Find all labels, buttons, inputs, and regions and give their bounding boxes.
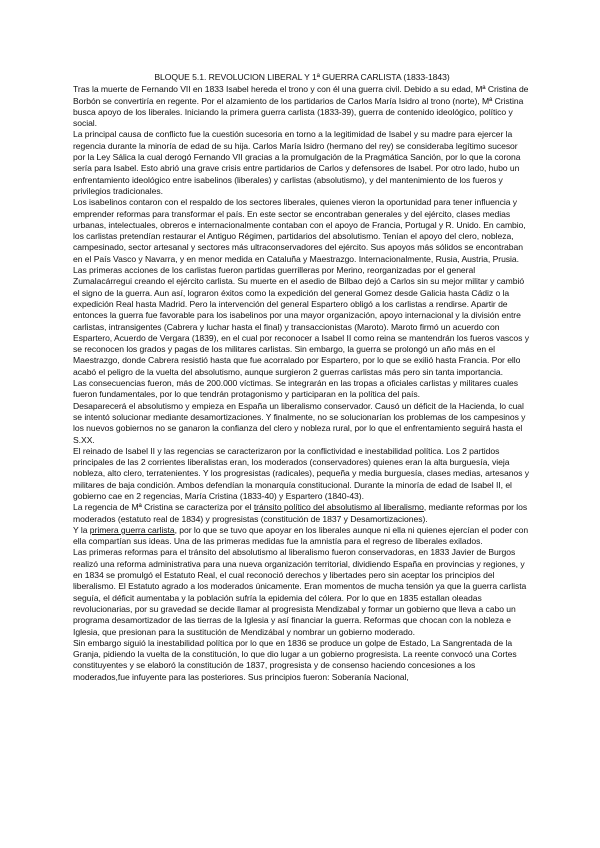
paragraph-9 [73, 525, 531, 548]
document-page [73, 72, 531, 683]
paragraph-6: Desaparecerá el absolutismo y empieza en España un liberalismo conservador. Causó un déficit de la Hacienda, lo cual se intentó solucionar mediante desamortizaciones. Y finalmente, no se solucionarían los problemas de los campesinos y los nuevos gobiernos no se ganaron la confianza del clero y nobleza rural, por lo que el enfrentamiento seguirá hasta el S.XX. [73, 400, 526, 445]
paragraph-11: Sin embargo siguió la inestabilidad política por lo que en 1836 se produce un golpe de Estado, La Sangrentada de la Granja, pidiendo la vuelta de la constitución, lo que dio lugar a un gobierno progresista. La reente convocó una Cortes constituyentes y se elaboró la constitución de 1837, progresista y de consenso haciendo concesiones a los moderados,fue infuyente para las posteriores. Sus principios fueron: Soberanía Nacional, [73, 637, 517, 682]
paragraph-8 [73, 502, 531, 525]
paragraph-10: Las primeras reformas para el tránsito del absolutismo al liberalismo fueron conservadoras, en 1833 Javier de Burgos realizó una reforma administrativa para una nueva organización territorial, dividiendo España en provincias y regiones, y en 1834 se promulgó el Estatuto Real, el cual reconoció derechos y libertades pero sin aceptar los principios del liberalismo. El Estatuto agrado a los moderados únicamente. Eran momentos de mucha tensión ya que la guerra carlista seguía, el déficit aumentaba y la población sufría la epidemia del cólera. Por lo que en 1835 estallan oleadas revolucionarias, por su gravedad se decide llamar al progresista Mendizabal y formar un gobierno que lleva a cabo un programa desamortizador de las tierras de la Iglesia y así financiar la guerra. Reformas que chocan con la nobleza e Iglesia, que presionan para la sustitución de Mendizábal y nombrar un gobierno moderado. [73, 547, 527, 637]
document-title: BLOQUE 5.1. REVOLUCION LIBERAL Y 1ª GUERRA CARLISTA (1833-1843) [154, 72, 450, 82]
paragraph-4: Las primeras acciones de los carlistas fueron partidas guerrilleras por Merino, reorganizadas por el general Zumalacárregui creando el ejército carlista. Su muerte en el asedio de Bilbao dejó a Carlos sin su mejor militar y cambió el signo de la guerra. Aun así, lograron éxitos como la expedición del general Gomez desde Galicia hasta Cádiz o la expedición Real hasta Madrid. Pero la intervención del general Espartero obligó a los carlistas a rendirse. Apartir de entonces la guerra fue favorable para los isabelinos por una mayor organización, apoyo internacional y la división entre carlistas, intransigentes (Cabrera y luchar hasta el final) y transaccionistas (Maroto). Maroto firmó un acuerdo con Espartero, Acuerdo de Vergara (1839), en el cual por reconocer a Isabel II como reina se mantendrán los fueros vascos y se reconocen los grados y pagas de los militares carlistas. Sin embargo, la guerra se prolongó un año más en el Maestrazgo, donde Cabrera resistió hasta que fue acorralado por Espartero, por lo que se exilió hasta Francia. Por ello acabó el peligro de la vuelta del absolutismo, aunque surgieron 2 guerras carlistas más pero sin tanta importancia. [73, 265, 529, 377]
paragraph-7: El reinado de Isabel II y las regencias se caracterizaron por la conflictividad e inestabilidad política. Los 2 partidos principales de las 2 corrientes liberalistas eran, los moderados (conservadores) quienes eran la alta burguesía, vieja nobleza, alto clero, terratenientes. Y los progresistas (radicales), pequeña y media burguesía, clases medias, artesanos y militares de baja condición. Ambos defendían la monarquía constitucional. Durante la minoría de edad de Isabel II, el gobierno cae en 2 regencias, María Cristina (1833-40) y Espartero (1840-43). [73, 445, 529, 501]
underlined-phrase: primera guerra carlista [89, 524, 175, 535]
paragraph-2: La principal causa de conflicto fue la cuestión sucesoria en torno a la legitimidad de Isabel y su madre para ejercer la regencia durante la minoría de edad de su hija. Carlos María Isidro (hermano del rey) se consideraba legítimo sucesor por la Ley Sálica la cual derogó Fernando VII gracias a la promulgación de la Pragmática Sanción, por lo que la corona sería para Isabel. Esto abrió una grave crisis entre partidarios de Carlos y defensores de Isabel. Por otro lado, hubo un enfrentamiento ideológico entre isabelinos (liberales) y carlistas (absolutismo), y del mantenimiento de los fueros y privilegios tradicionales. [73, 129, 521, 196]
paragraph-8-start: La regencia de Mª Cristina se caracteriza por el [73, 502, 254, 513]
paragraph-5: Las consecuencias fueron, más de 200.000 víctimas. Se integrarán en las tropas a oficiales carlistas y militares cuales fueron fundamentales, por lo que tendrán protagonismo y participaran en la política del país. [73, 378, 518, 400]
paragraph-9-end: , por lo que se tuvo que apoyar en los liberales aunque ni ella ni quienes ejercían el poder con ella compartían sus ideas. Una de las primeras medidas fue la amnistía para el regreso de liberales exilados. [73, 524, 529, 547]
paragraph-8-end: , mediante reformas por los moderados (estatuto real de 1834) y progresistas (constitución de 1837 y Desamortizaciones). [73, 502, 528, 524]
paragraph-9-start: Y la [73, 524, 90, 535]
paragraph-1: Tras la muerte de Fernando VII en 1833 Isabel hereda el trono y con él una guerra civil. Debido a su edad, Mª Cristina de Borbón se convertiría en regente. Por el alzamiento de los partidarios de Carlos María Isidro al trono (norte), Mª Cristina busca apoyo de los liberales. Iniciando la primera guerra carlista (1833-39), guerra de contenido ideológico, político y social. [73, 84, 529, 129]
underlined-phrase: tránsito político del absolutismo al liberalismo [253, 502, 424, 513]
paragraph-3: Los isabelinos contaron con el respaldo de los sectores liberales, quienes vieron la oportunidad para tener influencia y emprender reformas para transformar el país. En este sector se encontraban generales y del ejército, clases medias urbanas, intelectuales, obreros e internacionalmente contaban con el apoyo de Francia, Portugal y R. Unido. En cambio, los carlistas pretendían restaurar el Antiguo Régimen, partidarios del absolutismo. Tenían el apoyo del clero, nobleza, campesinado, sector artesanal y sectores más ultraconservadores del ejército. Sus apoyos más sólidos se encontraban en el País Vasco y Navarra, y en menor medida en Cataluña y Maestrazgo. Internacionalmente, Rusia, Austria, Prusia. [73, 197, 526, 264]
